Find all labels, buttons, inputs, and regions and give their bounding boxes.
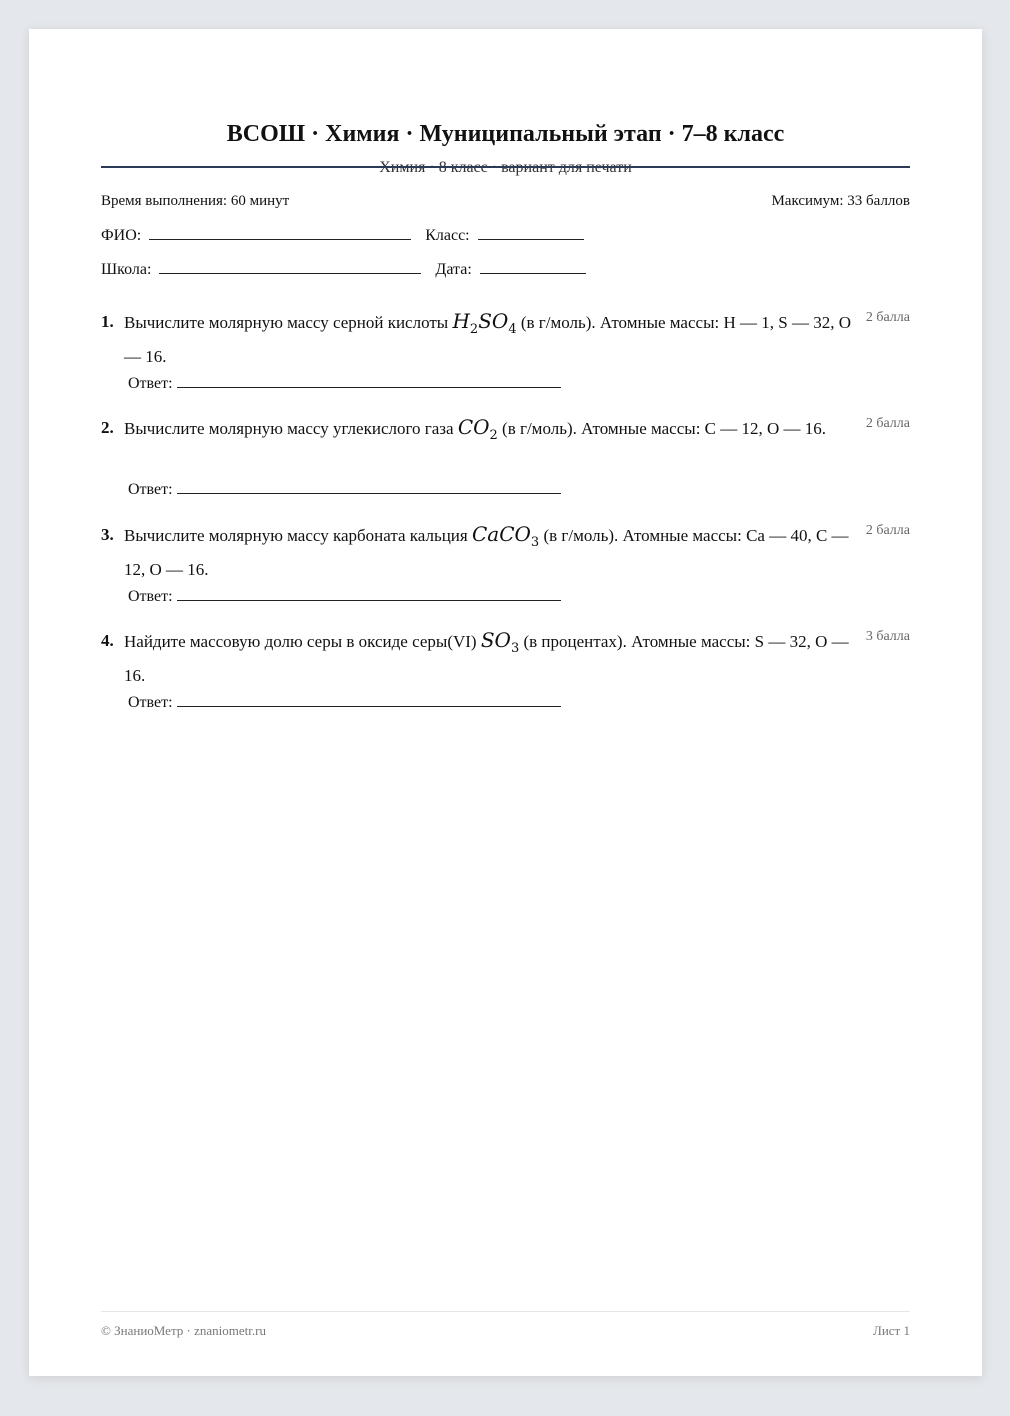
- question-text: [124, 627, 854, 689]
- answer-row: [128, 476, 561, 503]
- formula-part: CaCO: [471, 522, 531, 546]
- chemical-formula: [471, 522, 540, 550]
- date-label: Дата:: [435, 261, 472, 278]
- formula-subscript: 2: [469, 322, 479, 337]
- answer-row: [128, 370, 561, 397]
- copyright-text: © ЗнаниоМетр · znaniometr.ru: [101, 1323, 266, 1338]
- page-number: Лист 1: [873, 1323, 910, 1338]
- page-footer: [101, 1323, 910, 1339]
- answer-field[interactable]: [177, 373, 561, 388]
- exam-sheet: [29, 29, 982, 1376]
- answer-field[interactable]: [177, 692, 561, 707]
- header-divider: [101, 166, 910, 168]
- answer-field[interactable]: [177, 479, 561, 494]
- name-field[interactable]: [149, 225, 411, 240]
- formula-part: SO: [480, 628, 511, 652]
- exam-meta: [101, 193, 910, 210]
- school-label: Школа:: [101, 261, 152, 278]
- question-text-before: Вычислите молярную массу углекислого газа: [124, 419, 458, 438]
- question-points: 3 балла: [865, 629, 910, 644]
- formula-part: CO: [457, 415, 490, 439]
- question-text: [124, 308, 854, 370]
- formula-subscript: 3: [530, 535, 540, 550]
- question-points: 2 балла: [865, 416, 910, 431]
- question-text-before: Вычислите молярную массу карбоната кальция: [124, 526, 472, 545]
- answer-label: Ответ:: [128, 588, 173, 605]
- answer-label: Ответ:: [128, 481, 173, 498]
- formula-part: SO: [478, 309, 509, 333]
- question-number: 1.: [101, 312, 114, 331]
- page-subtitle: Химия · 8 класс · вариант для печати: [379, 159, 632, 176]
- school-date-row: [101, 259, 596, 279]
- chemical-formula: [452, 309, 517, 337]
- question-text-after: (в г/моль). Атомные массы: C — 12, O — 16.: [497, 419, 827, 438]
- question-text: [124, 521, 854, 583]
- formula-part: H: [452, 309, 470, 333]
- name-label: ФИО:: [101, 227, 142, 244]
- answer-row: [128, 583, 561, 610]
- formula-subscript: 4: [508, 322, 517, 337]
- chemical-formula: [457, 415, 498, 443]
- date-field[interactable]: [480, 259, 586, 274]
- class-label: Класс:: [425, 227, 470, 244]
- answer-row: [128, 689, 561, 716]
- answer-field[interactable]: [177, 586, 561, 601]
- question-number: 3.: [101, 525, 114, 544]
- formula-subscript: 2: [489, 428, 498, 443]
- question-text-before: Вычислите молярную массу серной кислоты: [124, 313, 453, 332]
- question-number: 4.: [101, 631, 114, 650]
- question-points: 2 балла: [865, 310, 910, 325]
- question-text: [124, 414, 854, 449]
- question-text-after: (в процентах). Атомные массы: S — 32, O — 16.: [124, 632, 849, 685]
- school-field[interactable]: [159, 259, 421, 274]
- footer-divider: [101, 1311, 910, 1312]
- class-field[interactable]: [478, 225, 584, 240]
- question-text-before: Найдите массовую долю серы в оксиде серы(VI): [124, 632, 481, 651]
- page-title: ВСОШ · Химия · Муниципальный этап · 7–8 класс: [226, 121, 785, 147]
- answer-label: Ответ:: [128, 694, 173, 711]
- max-score: Максимум: 33 баллов: [771, 193, 910, 209]
- time-limit: Время выполнения: 60 минут: [101, 193, 290, 209]
- formula-subscript: 3: [510, 641, 520, 656]
- question-number: 2.: [101, 418, 114, 437]
- answer-label: Ответ:: [128, 375, 173, 392]
- chemical-formula: [480, 628, 520, 656]
- name-class-row: [101, 225, 594, 245]
- question-points: 2 балла: [865, 523, 910, 538]
- question-text-after: (в г/моль). Атомные массы: H — 1, S — 32, O — 16.: [124, 313, 851, 366]
- question-text-after: (в г/моль). Атомные массы: Ca — 40, C — 12, O — 16.: [124, 526, 849, 579]
